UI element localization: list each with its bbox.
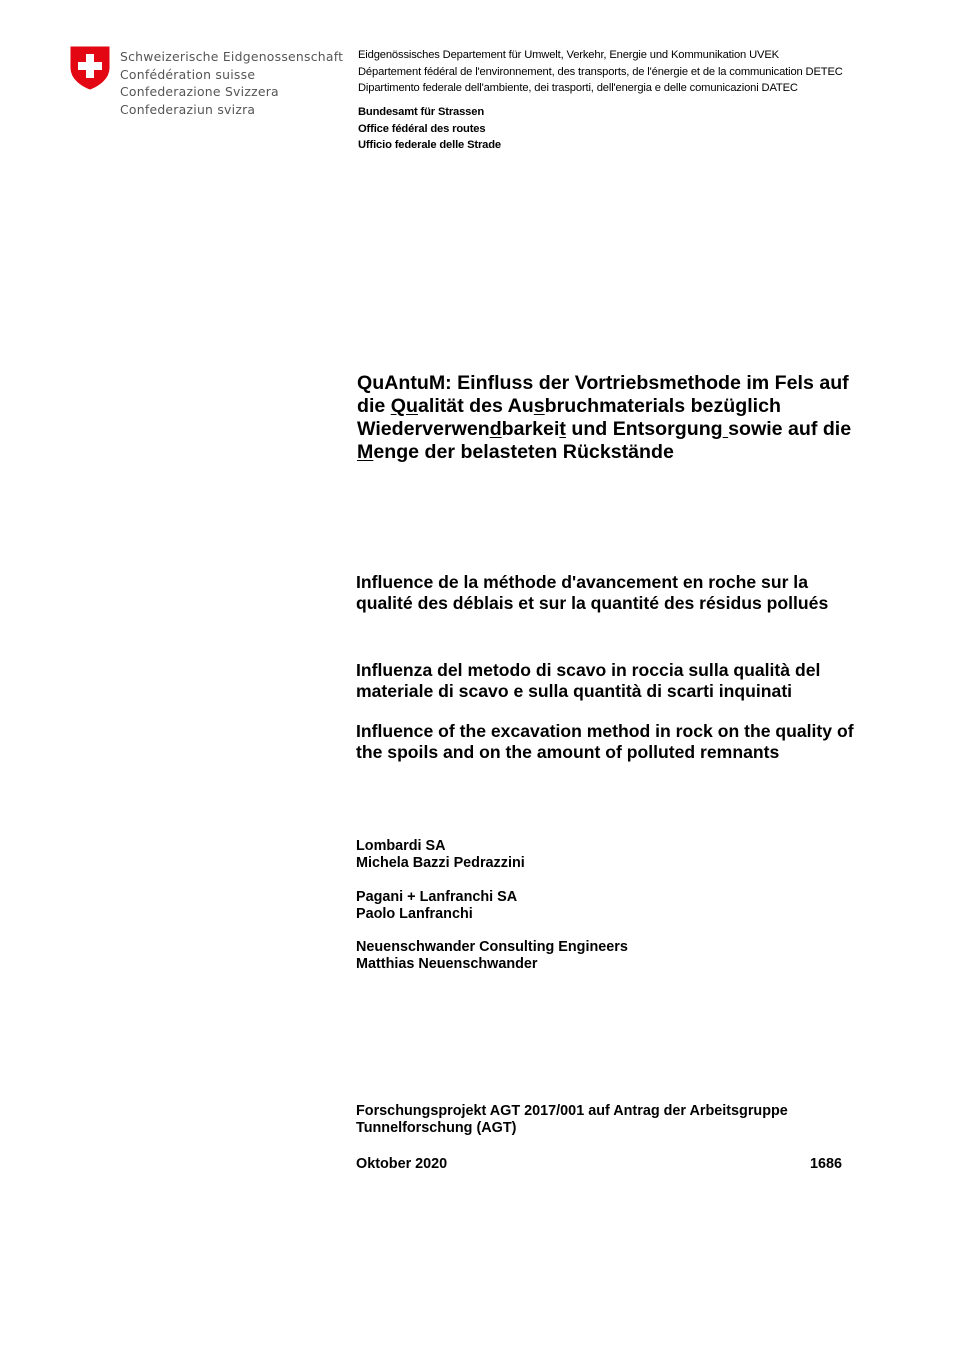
office-de: Bundesamt für Strassen: [358, 106, 485, 118]
department-names: [358, 47, 843, 97]
author-block-1: [356, 838, 525, 872]
department-fr: Département fédéral de l'environnement, des transports, de l'énergie et de la communication DETEC: [358, 65, 843, 78]
confederation-de: Schweizerische Eidgenossenschaft: [120, 49, 344, 64]
title-it-line-1: Influenza del metodo di scavo in roccia sulla qualità del: [356, 660, 821, 680]
author-company: Pagani + Lanfranchi SA: [356, 889, 518, 905]
author-person: Paolo Lanfranchi: [356, 906, 473, 923]
title-de-line-1: QuAntuM: Einfluss der Vortriebsmethode im Fels auf: [357, 372, 849, 394]
swiss-coat-of-arms-icon: [70, 46, 110, 90]
department-it: Dipartimento federale dell'ambiente, dei trasporti, dell'energia e delle comunicazioni DATEC: [358, 82, 798, 95]
author-block-2: [356, 889, 517, 923]
title-italian: [356, 660, 916, 702]
confederation-rm: Confederaziun svizra: [120, 101, 256, 117]
project-line-1: Forschungsprojekt AGT 2017/001 auf Antrag der Arbeitsgruppe: [356, 1103, 788, 1119]
publication-date: Oktober 2020: [356, 1156, 448, 1172]
office-names: [358, 104, 501, 154]
office-fr: Office fédéral des routes: [358, 122, 486, 135]
project-line-2: Tunnelforschung (AGT): [356, 1120, 517, 1136]
department-de: Eidgenössisches Departement für Umwelt, Verkehr, Energie und Kommunikation UVEK: [358, 49, 779, 61]
author-block-3: [356, 939, 628, 973]
confederation-it: Confederazione Svizzera: [120, 84, 279, 100]
report-number: 1686: [810, 1156, 843, 1172]
author-company: Neuenschwander Consulting Engineers: [356, 939, 628, 955]
author-company: Lombardi SA: [356, 838, 446, 854]
title-german: [357, 372, 897, 464]
title-it-line-2: materiale di scavo e sulla quantità di scarti inquinati: [356, 680, 793, 701]
title-fr-line-2: qualité des déblais et sur la quantité des résidus pollués: [356, 592, 829, 613]
title-en-line-1: Influence of the excavation method in rock on the quality of: [356, 721, 854, 741]
title-fr-line-1: Influence de la méthode d'avancement en roche sur la: [356, 572, 808, 592]
title-de-line-2: die Qualität des Ausbruchmaterials bezüglich: [357, 395, 781, 417]
title-de-line-4: Menge der belasteten Rückstände: [357, 441, 674, 463]
office-it: Ufficio federale delle Strade: [358, 139, 501, 152]
confederation-fr: Confédération suisse: [120, 66, 256, 82]
author-person: Michela Bazzi Pedrazzini: [356, 855, 525, 872]
title-french: [356, 572, 916, 614]
title-de-line-3: Wiederverwendbarkeit und Entsorgung sowie auf die: [357, 418, 852, 440]
title-en-line-2: the spoils and on the amount of polluted remnants: [356, 741, 780, 762]
title-english: [356, 721, 916, 763]
author-person: Matthias Neuenschwander: [356, 956, 538, 973]
confederation-names: [120, 48, 343, 118]
